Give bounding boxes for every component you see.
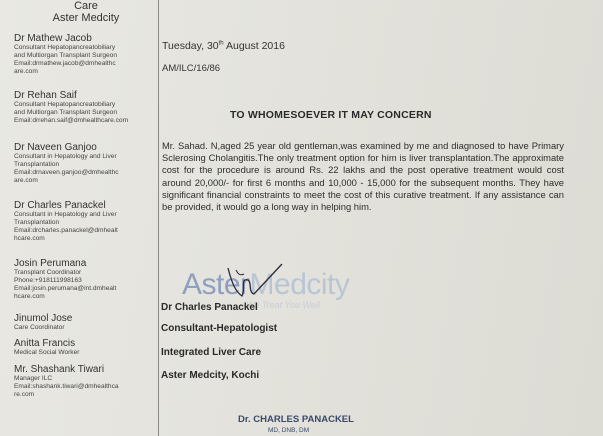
stamp-name: Dr. CHARLES PANACKEL	[238, 414, 354, 425]
contact-email: Email:josin.perumana@int.dmhealt	[14, 285, 117, 292]
sidebar-header	[16, 0, 156, 24]
contact-name: Dr Rehan Saif	[14, 90, 77, 101]
contact-line: Consultant Hepatopancreatobiliary	[14, 44, 116, 51]
signatory-title: Consultant-Hepatologist	[161, 323, 278, 334]
contact-mathew-jacob	[14, 33, 156, 76]
contact-rehan-saif	[14, 90, 156, 125]
stamp-qualifications: MD, DNB, DM	[268, 427, 310, 434]
contact-name: Dr Mathew Jacob	[14, 33, 92, 44]
contact-email: re.com	[14, 391, 35, 398]
contact-line: Manager ILC	[14, 375, 53, 382]
letter-body-area	[160, 0, 603, 436]
contact-naveen-ganjoo	[14, 142, 156, 185]
signatory-department: Integrated Liver Care	[161, 347, 262, 358]
contact-email: Email:drrehan.saif@dmhealthcare.com	[14, 117, 129, 124]
contact-anitta-francis	[14, 338, 156, 357]
contact-line: Consultant Hepatopancreatobiliary	[14, 101, 116, 108]
signatory-name: Dr Charles Panackel	[161, 302, 258, 313]
contact-line: Transplantation	[14, 161, 60, 168]
contact-charles-panackel	[14, 200, 156, 243]
contact-line: Care Coordinator	[14, 324, 65, 331]
contact-line: and Multiorgan Transplant Surgeon	[14, 109, 118, 116]
contact-name: Jinumol Jose	[14, 313, 73, 324]
contact-line: Medical Social Worker	[14, 349, 80, 356]
contact-name: Dr Naveen Ganjoo	[14, 142, 97, 153]
contact-line: Consultant in Hepatology and Liver	[14, 211, 117, 218]
contact-email: Email:shashank.tiwari@dmhealthca	[14, 383, 119, 390]
contact-name: Josin Perumana	[14, 258, 87, 269]
contact-name: Dr Charles Panackel	[14, 200, 106, 211]
contact-line: Transplantation	[14, 219, 60, 226]
contact-shashank-tiwari	[14, 364, 156, 399]
contact-email: Email:drmathew.jacob@dmhealthc	[14, 60, 116, 67]
signatory-organization: Aster Medcity, Kochi	[161, 370, 260, 381]
contact-line: and Multiorgan Transplant Surgeon	[14, 52, 118, 59]
contact-line: Transplant Coordinator	[14, 269, 82, 276]
letter-date: Tuesday, 30th August 2016	[162, 40, 285, 52]
contact-email: hcare.com	[14, 235, 45, 242]
letter-reference: AM/ILC/16/86	[162, 63, 221, 74]
contact-phone: Phone:+918111998163	[14, 277, 82, 284]
contact-email: Email:drnaveen.ganjoo@dmhealthc	[14, 169, 119, 176]
contact-josin-perumana	[14, 258, 156, 301]
contact-email: are.com	[14, 177, 38, 184]
contact-jinumol-jose	[14, 313, 156, 332]
handwritten-signature-icon	[218, 258, 288, 308]
letter-body-text: Mr. Sahad. N,aged 25 year old gentleman,was examined by me and diagnosed to have Primary Sclerosing Cholangitis.The only treatment option for him is liver transplantation.The approximate cost for the procedure is around Rs. 22 lakhs and the post operative treatment would cost around 20,000/- for first 6 months and 10,000 - 15,000 for the subsequent months. They have significant financial constraints to meet the cost of this curative treatment. If any assistance can be provided, it would go a long way in helping him.	[162, 140, 564, 213]
letter-heading: TO WHOMESOEVER IT MAY CONCERN	[230, 109, 432, 121]
contact-email: Email:drcharles.panackel@dmhealt	[14, 227, 118, 234]
contact-line: Consultant in Hepatology and Liver	[14, 153, 117, 160]
sidebar-header-line2: Aster Medcity	[52, 12, 120, 24]
sidebar-header-line1: Care	[74, 0, 98, 12]
aster-medcity-watermark-logo: AsterMedcity	[182, 268, 350, 301]
watermark-tagline: We Treat You Well	[246, 300, 320, 310]
contact-name: Mr. Shashank Tiwari	[14, 364, 105, 375]
contact-email: hcare.com	[14, 293, 45, 300]
contact-email: are.com	[14, 68, 38, 75]
contact-name: Anitta Francis	[14, 338, 76, 349]
contact-sidebar	[0, 0, 159, 436]
